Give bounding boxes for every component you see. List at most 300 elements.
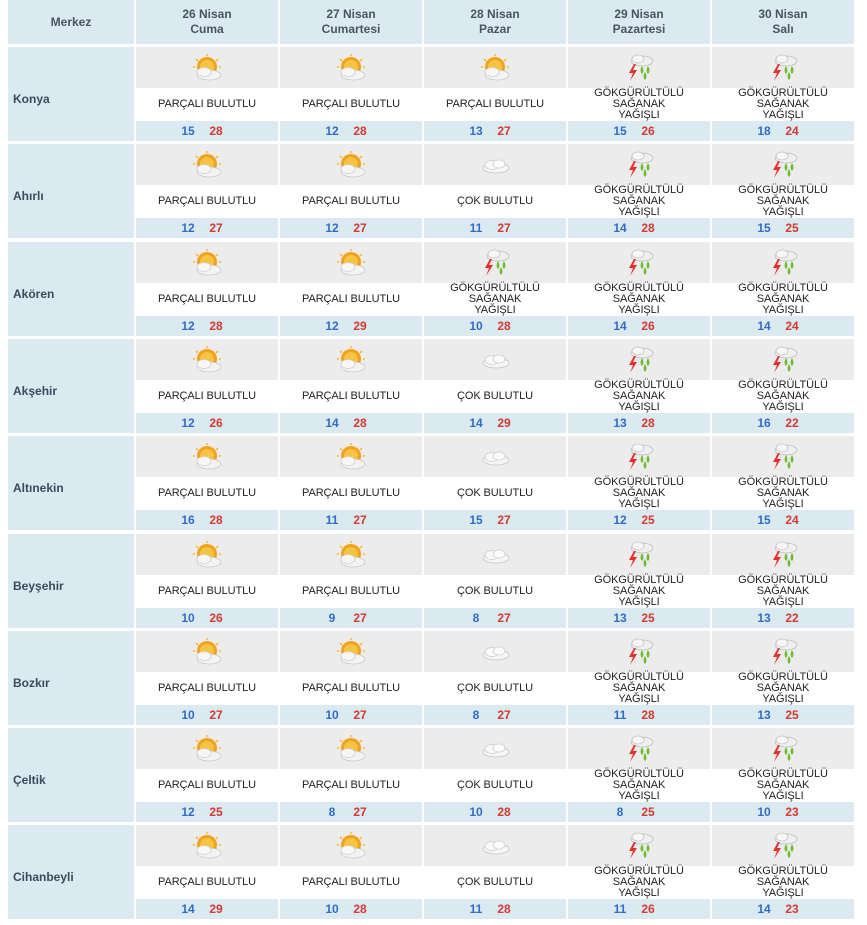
weather-description: [568, 283, 710, 316]
city-name[interactable]: Bozkır: [13, 676, 50, 690]
weather-icon-zone: [568, 242, 710, 283]
temperature-bar: [424, 413, 566, 433]
forecast-cell: [712, 728, 854, 822]
weather-description: [712, 88, 854, 121]
forecast-cell: [568, 534, 710, 628]
temperature-bar: [568, 608, 710, 628]
weather-description-text: GÖKGÜRÜLTÜLÜ SAĞANAK YAĞIŞLI: [594, 768, 684, 802]
weather-description-text: GÖKGÜRÜLTÜLÜ SAĞANAK YAĞIŞLI: [738, 184, 828, 218]
min-temperature: 15: [757, 513, 771, 527]
max-temperature: 24: [785, 124, 799, 138]
partly-cloudy-icon: [334, 150, 368, 180]
thunderstorm-rain-icon: [766, 831, 800, 861]
min-temperature: 15: [757, 221, 771, 235]
temperature-bar: [424, 705, 566, 725]
city-name[interactable]: Çeltik: [13, 773, 46, 787]
city-name[interactable]: Ahırlı: [13, 189, 44, 203]
temperature-bar: [280, 899, 422, 919]
weather-icon-zone: [280, 242, 422, 283]
thunderstorm-rain-icon: [622, 734, 656, 764]
weather-description-text: GÖKGÜRÜLTÜLÜ SAĞANAK YAĞIŞLI: [594, 671, 684, 705]
partly-cloudy-icon: [190, 442, 224, 472]
temperature-bar: [712, 510, 854, 530]
thunderstorm-rain-icon: [622, 248, 656, 278]
weather-description: [424, 769, 566, 802]
forecast-cell: [136, 534, 278, 628]
forecast-cell: [136, 631, 278, 725]
weather-icon-zone: [136, 534, 278, 575]
temperature-bar: [424, 218, 566, 238]
min-temperature: 15: [613, 124, 627, 138]
weather-description-text: GÖKGÜRÜLTÜLÜ SAĞANAK YAĞIŞLI: [738, 574, 828, 608]
min-temperature: 10: [181, 708, 195, 722]
temperature-bar: [712, 899, 854, 919]
partly-cloudy-icon: [334, 540, 368, 570]
temperature-bar: [136, 121, 278, 141]
thunderstorm-rain-icon: [622, 53, 656, 83]
weather-description-text: PARÇALI BULUTLU: [302, 487, 400, 499]
weather-description-text: GÖKGÜRÜLTÜLÜ SAĞANAK YAĞIŞLI: [738, 476, 828, 510]
header-merkez-label: Merkez: [50, 14, 92, 29]
max-temperature: 24: [785, 319, 799, 333]
city-name[interactable]: Altınekin: [13, 481, 64, 495]
temperature-bar: [712, 802, 854, 822]
weather-icon-zone: [712, 144, 854, 185]
weather-icon-zone: [424, 631, 566, 672]
city-cell[interactable]: [8, 825, 134, 919]
max-temperature: 29: [497, 416, 511, 430]
forecast-cell: [424, 339, 566, 433]
thunderstorm-rain-icon: [766, 637, 800, 667]
forecast-cell: [280, 144, 422, 238]
min-temperature: 11: [469, 902, 483, 916]
weather-description-text: PARÇALI BULUTLU: [158, 585, 256, 597]
city-row: [8, 144, 853, 238]
partly-cloudy-icon: [334, 637, 368, 667]
weather-description-text: PARÇALI BULUTLU: [158, 293, 256, 305]
min-temperature: 8: [328, 805, 336, 819]
weather-description-text: GÖKGÜRÜLTÜLÜ SAĞANAK YAĞIŞLI: [450, 282, 540, 316]
weather-icon-zone: [280, 825, 422, 866]
temperature-bar: [424, 510, 566, 530]
header-day-2: [280, 0, 422, 44]
forecast-cell: [424, 728, 566, 822]
weather-description-text: GÖKGÜRÜLTÜLÜ SAĞANAK YAĞIŞLI: [594, 865, 684, 899]
max-temperature: 28: [641, 416, 655, 430]
city-name[interactable]: Cihanbeyli: [13, 870, 74, 884]
weather-description: [280, 672, 422, 705]
thunderstorm-rain-icon: [766, 248, 800, 278]
temperature-bar: [712, 121, 854, 141]
city-row: [8, 825, 853, 919]
header-date: 27 Nisan: [326, 7, 376, 21]
weather-description-text: ÇOK BULUTLU: [457, 779, 533, 791]
forecast-cell: [712, 144, 854, 238]
temperature-bar: [280, 413, 422, 433]
weather-description: [424, 477, 566, 510]
temperature-bar: [280, 316, 422, 336]
partly-cloudy-icon: [190, 831, 224, 861]
temperature-bar: [136, 218, 278, 238]
temperature-bar: [712, 316, 854, 336]
forecast-cell: [280, 436, 422, 530]
header-weekday: Cuma: [190, 22, 224, 36]
forecast-cell: [136, 47, 278, 141]
min-temperature: 10: [469, 319, 483, 333]
weather-icon-zone: [568, 631, 710, 672]
partly-cloudy-icon: [334, 734, 368, 764]
weather-icon-zone: [712, 436, 854, 477]
weather-description-text: ÇOK BULUTLU: [457, 487, 533, 499]
partly-cloudy-icon: [334, 831, 368, 861]
weather-description-text: GÖKGÜRÜLTÜLÜ SAĞANAK YAĞIŞLI: [738, 865, 828, 899]
weather-description: [136, 477, 278, 510]
weather-description: [568, 88, 710, 121]
min-temperature: 10: [469, 805, 483, 819]
min-temperature: 14: [757, 319, 771, 333]
forecast-cell: [424, 144, 566, 238]
header-day-3: [424, 0, 566, 44]
forecast-cell: [568, 47, 710, 141]
thunderstorm-rain-icon: [766, 53, 800, 83]
weather-icon-zone: [136, 339, 278, 380]
weather-description: [136, 769, 278, 802]
forecast-cell: [136, 728, 278, 822]
weather-description: [568, 866, 710, 899]
forecast-cell: [280, 631, 422, 725]
weather-description: [136, 380, 278, 413]
forecast-cell: [424, 47, 566, 141]
weather-icon-zone: [136, 47, 278, 88]
temperature-bar: [568, 413, 710, 433]
min-temperature: 14: [181, 902, 195, 916]
forecast-cell: [280, 728, 422, 822]
min-temperature: 14: [469, 416, 483, 430]
min-temperature: 12: [325, 124, 339, 138]
max-temperature: 26: [209, 611, 223, 625]
weather-description: [424, 575, 566, 608]
max-temperature: 25: [209, 805, 223, 819]
max-temperature: 26: [641, 902, 655, 916]
partly-cloudy-icon: [478, 53, 512, 83]
city-row: [8, 339, 853, 433]
city-row: [8, 436, 853, 530]
max-temperature: 27: [353, 221, 367, 235]
min-temperature: 12: [181, 319, 195, 333]
header-weekday: Pazartesi: [612, 22, 666, 36]
weather-icon-zone: [280, 728, 422, 769]
temperature-bar: [424, 899, 566, 919]
max-temperature: 25: [785, 708, 799, 722]
cloudy-icon: [478, 831, 512, 861]
weather-icon-zone: [136, 728, 278, 769]
city-row: [8, 47, 853, 141]
weather-description-text: PARÇALI BULUTLU: [158, 779, 256, 791]
weather-description-text: GÖKGÜRÜLTÜLÜ SAĞANAK YAĞIŞLI: [738, 379, 828, 413]
min-temperature: 10: [757, 805, 771, 819]
weather-description: [136, 672, 278, 705]
min-temperature: 12: [181, 416, 195, 430]
min-temperature: 12: [181, 221, 195, 235]
weather-description-text: PARÇALI BULUTLU: [302, 195, 400, 207]
weather-description: [424, 88, 566, 121]
temperature-bar: [136, 608, 278, 628]
forecast-cell: [280, 339, 422, 433]
temperature-bar: [424, 802, 566, 822]
thunderstorm-rain-icon: [622, 150, 656, 180]
max-temperature: 24: [785, 513, 799, 527]
weather-description-text: GÖKGÜRÜLTÜLÜ SAĞANAK YAĞIŞLI: [594, 476, 684, 510]
weather-description: [136, 283, 278, 316]
forecast-cell: [280, 534, 422, 628]
weather-description: [424, 283, 566, 316]
header-weekday: Salı: [772, 22, 794, 36]
cloudy-icon: [478, 540, 512, 570]
forecast-cell: [568, 825, 710, 919]
cloudy-icon: [478, 637, 512, 667]
weather-icon-zone: [136, 242, 278, 283]
city-cell[interactable]: [8, 631, 134, 725]
weather-description: [568, 380, 710, 413]
weather-icon-zone: [280, 47, 422, 88]
weather-icon-zone: [136, 144, 278, 185]
max-temperature: 27: [353, 805, 367, 819]
weather-description: [424, 866, 566, 899]
city-cell[interactable]: [8, 339, 134, 433]
forecast-cell: [568, 728, 710, 822]
weather-description: [712, 380, 854, 413]
max-temperature: 27: [497, 124, 511, 138]
min-temperature: 8: [472, 611, 480, 625]
city-cell[interactable]: [8, 242, 134, 336]
temperature-bar: [568, 316, 710, 336]
city-row: [8, 534, 853, 628]
max-temperature: 28: [353, 124, 367, 138]
weather-description-text: PARÇALI BULUTLU: [302, 779, 400, 791]
weather-icon-zone: [568, 728, 710, 769]
forecast-cell: [568, 144, 710, 238]
temperature-bar: [136, 510, 278, 530]
weather-description-text: PARÇALI BULUTLU: [158, 682, 256, 694]
weather-icon-zone: [280, 436, 422, 477]
weather-description-text: PARÇALI BULUTLU: [302, 682, 400, 694]
temperature-bar: [712, 608, 854, 628]
weather-icon-zone: [712, 825, 854, 866]
min-temperature: 8: [616, 805, 624, 819]
thunderstorm-rain-icon: [766, 540, 800, 570]
weather-description-text: GÖKGÜRÜLTÜLÜ SAĞANAK YAĞIŞLI: [738, 282, 828, 316]
weather-description-text: GÖKGÜRÜLTÜLÜ SAĞANAK YAĞIŞLI: [594, 379, 684, 413]
weather-icon-zone: [568, 534, 710, 575]
min-temperature: 10: [325, 902, 339, 916]
weather-icon-zone: [424, 144, 566, 185]
weather-description-text: ÇOK BULUTLU: [457, 195, 533, 207]
weather-description-text: GÖKGÜRÜLTÜLÜ SAĞANAK YAĞIŞLI: [738, 671, 828, 705]
cloudy-icon: [478, 442, 512, 472]
partly-cloudy-icon: [190, 345, 224, 375]
weather-description: [424, 672, 566, 705]
weather-icon-zone: [712, 242, 854, 283]
forecast-cell: [424, 825, 566, 919]
header-date: 28 Nisan: [470, 7, 520, 21]
weather-description-text: ÇOK BULUTLU: [457, 682, 533, 694]
min-temperature: 14: [757, 902, 771, 916]
min-temperature: 13: [757, 708, 771, 722]
weather-description-text: PARÇALI BULUTLU: [158, 98, 256, 110]
forecast-cell: [424, 242, 566, 336]
weather-icon-zone: [136, 631, 278, 672]
weather-description-text: ÇOK BULUTLU: [457, 390, 533, 402]
forecast-cell: [424, 436, 566, 530]
forecast-cell: [280, 47, 422, 141]
max-temperature: 25: [641, 513, 655, 527]
header-merkez: [8, 0, 134, 44]
forecast-cell: [712, 631, 854, 725]
weather-description: [568, 575, 710, 608]
thunderstorm-rain-icon: [622, 831, 656, 861]
weather-description-text: GÖKGÜRÜLTÜLÜ SAĞANAK YAĞIŞLI: [738, 768, 828, 802]
min-temperature: 9: [328, 611, 336, 625]
max-temperature: 26: [641, 319, 655, 333]
weather-description-text: PARÇALI BULUTLU: [302, 98, 400, 110]
weather-description-text: GÖKGÜRÜLTÜLÜ SAĞANAK YAĞIŞLI: [594, 282, 684, 316]
city-row: [8, 242, 853, 336]
max-temperature: 27: [353, 708, 367, 722]
temperature-bar: [424, 608, 566, 628]
temperature-bar: [712, 218, 854, 238]
min-temperature: 18: [757, 124, 771, 138]
max-temperature: 26: [641, 124, 655, 138]
weather-description: [568, 769, 710, 802]
weather-description-text: PARÇALI BULUTLU: [158, 876, 256, 888]
min-temperature: 14: [325, 416, 339, 430]
min-temperature: 15: [181, 124, 195, 138]
max-temperature: 25: [641, 805, 655, 819]
temperature-bar: [568, 705, 710, 725]
weather-description-text: PARÇALI BULUTLU: [446, 98, 544, 110]
weather-icon-zone: [424, 47, 566, 88]
thunderstorm-rain-icon: [478, 248, 512, 278]
temperature-bar: [280, 705, 422, 725]
min-temperature: 12: [181, 805, 195, 819]
weather-description: [136, 866, 278, 899]
min-temperature: 13: [469, 124, 483, 138]
temperature-bar: [280, 802, 422, 822]
forecast-cell: [568, 339, 710, 433]
max-temperature: 25: [641, 611, 655, 625]
forecast-cell: [424, 631, 566, 725]
min-temperature: 12: [325, 221, 339, 235]
weather-description-text: PARÇALI BULUTLU: [302, 390, 400, 402]
forecast-cell: [712, 339, 854, 433]
weather-description: [712, 672, 854, 705]
min-temperature: 11: [613, 902, 627, 916]
cloudy-icon: [478, 150, 512, 180]
weather-description-text: GÖKGÜRÜLTÜLÜ SAĞANAK YAĞIŞLI: [594, 574, 684, 608]
weather-icon-zone: [568, 47, 710, 88]
weather-icon-zone: [280, 144, 422, 185]
temperature-bar: [280, 608, 422, 628]
city-name[interactable]: Beyşehir: [13, 579, 64, 593]
weather-description: [136, 575, 278, 608]
max-temperature: 28: [497, 902, 511, 916]
city-cell[interactable]: [8, 144, 134, 238]
partly-cloudy-icon: [190, 53, 224, 83]
min-temperature: 16: [181, 513, 195, 527]
max-temperature: 28: [641, 708, 655, 722]
temperature-bar: [568, 899, 710, 919]
city-cell[interactable]: [8, 436, 134, 530]
weather-description: [712, 769, 854, 802]
min-temperature: 11: [325, 513, 339, 527]
weather-description: [568, 477, 710, 510]
thunderstorm-rain-icon: [766, 734, 800, 764]
city-name[interactable]: Akören: [13, 287, 55, 301]
min-temperature: 10: [325, 708, 339, 722]
max-temperature: 27: [209, 221, 223, 235]
weather-description-text: PARÇALI BULUTLU: [158, 487, 256, 499]
max-temperature: 27: [209, 708, 223, 722]
weather-icon-zone: [424, 825, 566, 866]
weather-icon-zone: [712, 631, 854, 672]
city-name[interactable]: Konya: [13, 92, 50, 106]
max-temperature: 26: [209, 416, 223, 430]
weather-description-text: PARÇALI BULUTLU: [158, 195, 256, 207]
weather-description: [136, 185, 278, 218]
partly-cloudy-icon: [190, 734, 224, 764]
weather-description-text: GÖKGÜRÜLTÜLÜ SAĞANAK YAĞIŞLI: [594, 87, 684, 121]
weather-description-text: PARÇALI BULUTLU: [302, 585, 400, 597]
weather-description: [136, 88, 278, 121]
temperature-bar: [136, 899, 278, 919]
forecast-cell: [136, 242, 278, 336]
weather-description: [712, 185, 854, 218]
min-temperature: 10: [181, 611, 195, 625]
city-cell[interactable]: [8, 534, 134, 628]
header-day-1: [136, 0, 278, 44]
city-cell[interactable]: [8, 728, 134, 822]
min-temperature: 14: [613, 319, 627, 333]
partly-cloudy-icon: [190, 150, 224, 180]
max-temperature: 22: [785, 611, 799, 625]
weather-description-text: GÖKGÜRÜLTÜLÜ SAĞANAK YAĞIŞLI: [738, 87, 828, 121]
max-temperature: 27: [353, 513, 367, 527]
header-day-4: [568, 0, 710, 44]
weather-description: [712, 575, 854, 608]
max-temperature: 29: [353, 319, 367, 333]
weather-description: [712, 283, 854, 316]
forecast-cell: [568, 242, 710, 336]
weather-description-text: PARÇALI BULUTLU: [302, 293, 400, 305]
thunderstorm-rain-icon: [622, 345, 656, 375]
city-cell[interactable]: [8, 47, 134, 141]
thunderstorm-rain-icon: [766, 442, 800, 472]
thunderstorm-rain-icon: [622, 540, 656, 570]
temperature-bar: [712, 413, 854, 433]
weather-icon-zone: [568, 144, 710, 185]
max-temperature: 28: [497, 805, 511, 819]
forecast-cell: [280, 825, 422, 919]
weather-icon-zone: [424, 339, 566, 380]
weather-description-text: GÖKGÜRÜLTÜLÜ SAĞANAK YAĞIŞLI: [594, 184, 684, 218]
city-name[interactable]: Akşehir: [13, 384, 58, 398]
weather-icon-zone: [424, 534, 566, 575]
thunderstorm-rain-icon: [766, 345, 800, 375]
forecast-cell: [712, 47, 854, 141]
forecast-cell: [280, 242, 422, 336]
header-date: 26 Nisan: [182, 7, 232, 21]
temperature-bar: [280, 510, 422, 530]
